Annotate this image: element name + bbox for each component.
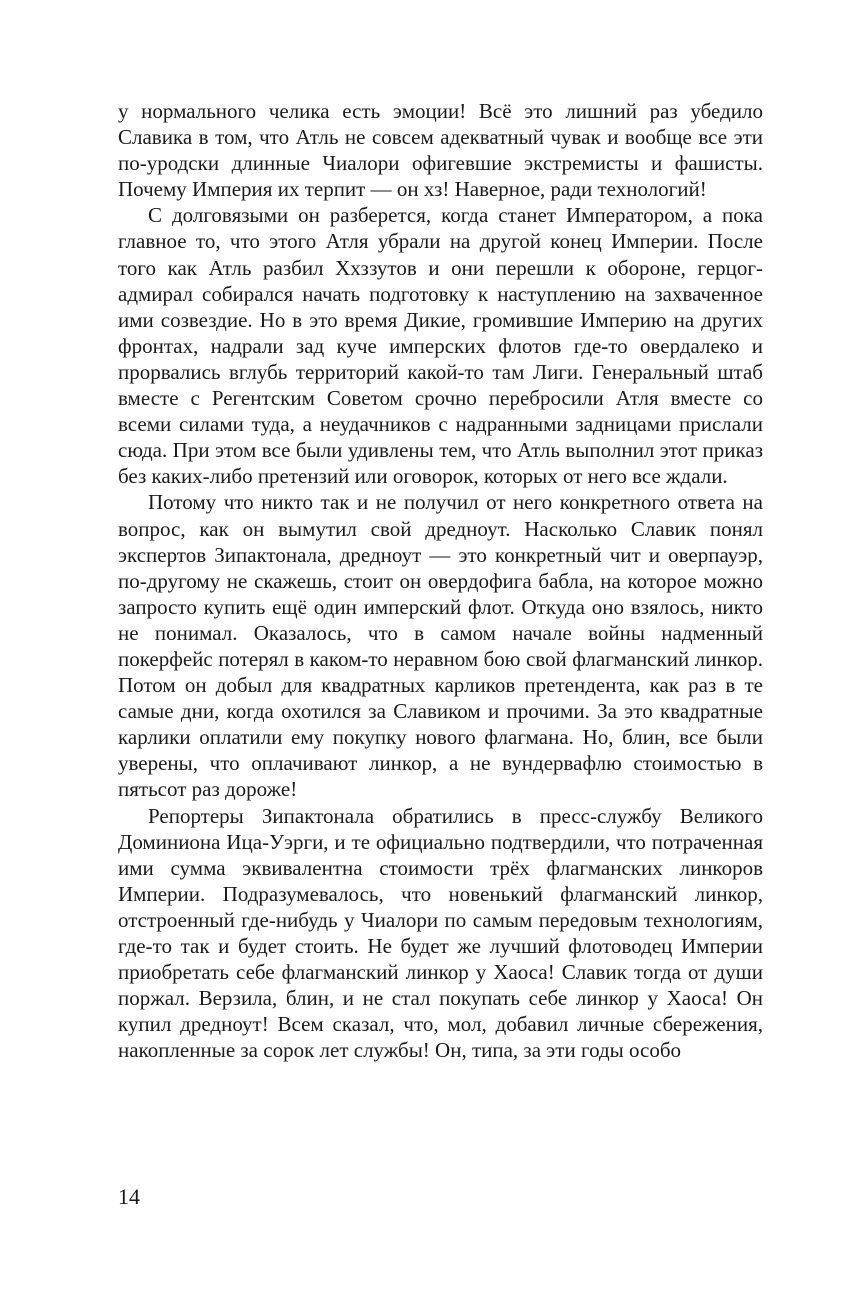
body-text bbox=[118, 98, 763, 1063]
paragraph-3: Потому что никто так и не получил от него конкретного ответа на вопрос, как он вымутил свой дредноут. Насколько Славик понял экспертов Зипактонала, дредноут — это конкретный чит и оверпауэр, по-другому не скажешь, стоит он овердофига бабла, на которое можно запросто купить ещё один имперский флот. Откуда оно взялось, никто не понимал. Оказалось, что в самом начале войны надменный покерфейс потерял в каком-то неравном бою свой флагманский линкор. Потом он добыл для квадратных карликов претендента, как раз в те самые дни, когда охотился за Славиком и прочими. За это квадратные карлики оплатили ему покупку нового флагмана. Но, блин, все были уверены, что оплачивают линкор, а не вундервафлю стоимостью в пятьсот раз дороже! bbox=[118, 490, 763, 802]
paragraph-2: С долговязыми он разберется, когда станет Императором, а пока главное то, что этого Атля убрали на другой конец Империи. После того как Атль разбил Ххззутов и они перешли к обороне, герцог-адмирал собирался начать подготовку к наступлению на захваченное ими созвездие. Но в это время Дикие, громившие Империю на других фронтах, надрали зад куче имперских флотов где-то овердалеко и прорвались вглубь территорий какой-то там Лиги. Генеральный штаб вместе с Регентским Советом срочно перебросили Атля вместе со всеми силами туда, а неудачников с надранными задницами прислали сюда. При этом все были удивлены тем, что Атль выполнил этот приказ без каких-либо претензий или оговорок, которых от него все ждали. bbox=[118, 203, 763, 489]
paragraph-1: у нормального челика есть эмоции! Всё это лишний раз убедило Славика в том, что Атль не совсем адекватный чувак и вообще все эти по-уродски длинные Чиалори офигевшие экстремисты и фашисты. Почему Империя их терпит — он хз! Наверное, ради технологий! bbox=[118, 99, 763, 202]
paragraph-4: Репортеры Зипактонала обратились в пресс-службу Великого Доминиона Ица-Уэрги, и те официально подтвердили, что потраченная ими сумма эквивалентна стоимости трёх флагманских линкоров Империи. Подразумевалось, что новенький флагманский линкор, отстроенный где-нибудь у Чиалори по самым передовым технологиям, где-то так и будет стоить. Не будет же лучший флотоводец Империи приобретать себе флагманский линкор у Хаоса! Славик тогда от души поржал. Верзила, блин, и не стал покупать себе линкор у Хаоса! Он купил дредноут! Всем сказал, что, мол, добавил личные сбережения, накопленные за сорок лет службы! Он, типа, за эти годы особо bbox=[118, 803, 763, 1063]
page-number: 14 bbox=[118, 1184, 140, 1209]
